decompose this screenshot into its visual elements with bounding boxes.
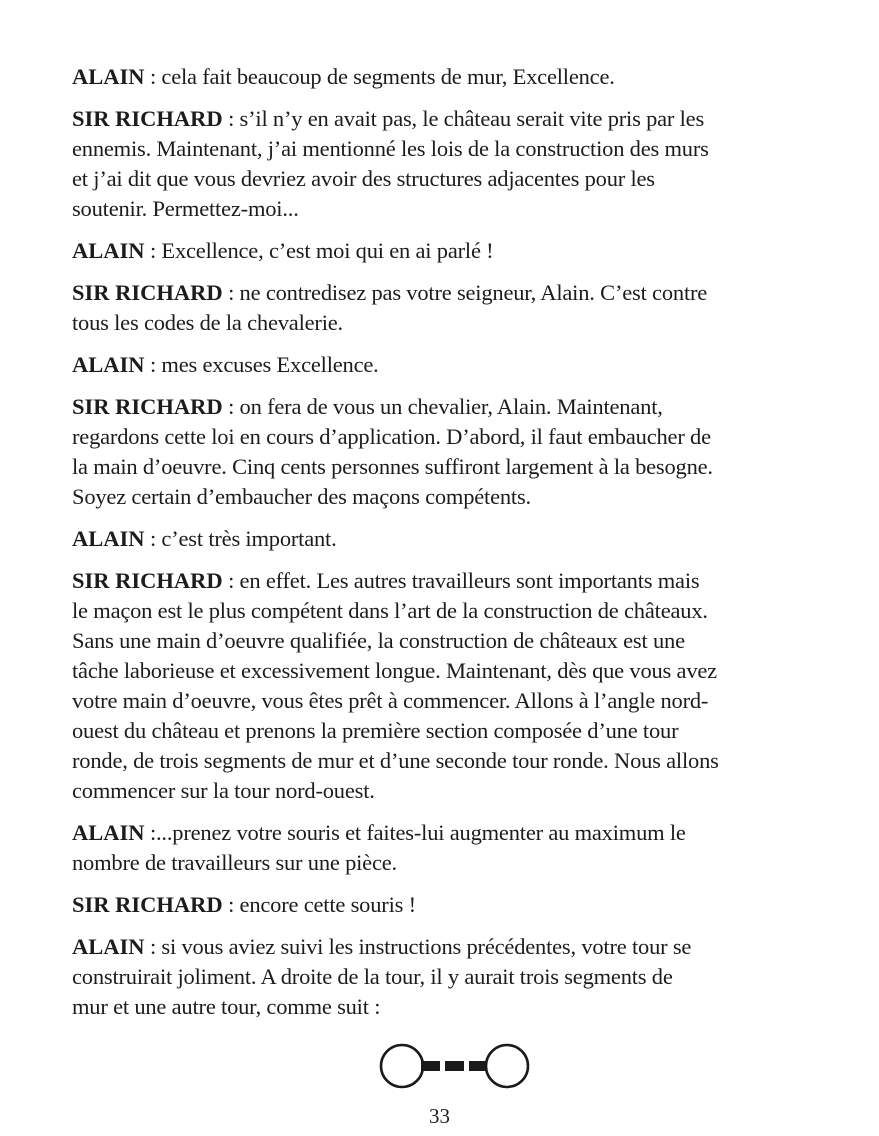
speaker-name: ALAIN [72, 238, 145, 263]
text-line [72, 566, 842, 596]
dialogue-text: le maçon est le plus compétent dans l’art de la construction de châteaux. [72, 598, 708, 623]
dialogue-text: : on fera de vous un chevalier, Alain. Maintenant, [222, 394, 663, 419]
dialogue-text: : c’est très important. [144, 526, 337, 551]
dialogue-paragraph [72, 62, 842, 92]
dialogue-paragraph [72, 566, 842, 806]
text-line [72, 890, 842, 920]
dialogue-text: soutenir. Permettez-moi... [72, 196, 299, 221]
dialogue-paragraph [72, 932, 842, 1022]
dialogue-text: tâche laborieuse et excessivement longue. Maintenant, dès que vous avez [72, 658, 717, 683]
dialogue-text: : Excellence, c’est moi qui en ai parlé ! [144, 238, 494, 263]
dialogue-paragraph [72, 890, 842, 920]
dialogue-text: ronde, de trois segments de mur et d’une seconde tour ronde. Nous allons [72, 748, 719, 773]
text-line [72, 350, 842, 380]
text-line [72, 932, 842, 962]
dialogue-paragraph [72, 350, 842, 380]
left-round-tower-icon [381, 1045, 423, 1087]
dialogue-text: : si vous aviez suivi les instructions précédentes, votre tour se [144, 934, 692, 959]
speaker-name: SIR RICHARD [72, 280, 223, 305]
dialogue-text: : cela fait beaucoup de segments de mur, Excellence. [144, 64, 615, 89]
dialogue-text: : mes excuses Excellence. [144, 352, 379, 377]
text-line [72, 104, 842, 134]
text-line [72, 278, 842, 308]
dialogue-text: commencer sur la tour nord-ouest. [72, 778, 375, 803]
speaker-name: ALAIN [72, 820, 145, 845]
dialogue-text: : en effet. Les autres travailleurs sont importants mais [222, 568, 700, 593]
speaker-name: ALAIN [72, 352, 145, 377]
dialogue-text: ennemis. Maintenant, j’ai mentionné les lois de la construction des murs [72, 136, 709, 161]
dialogue-text: Soyez certain d’embaucher des maçons compétents. [72, 484, 531, 509]
dialogue-text: la main d’oeuvre. Cinq cents personnes suffiront largement à la besogne. [72, 454, 713, 479]
speaker-name: ALAIN [72, 64, 145, 89]
dialogue-text: mur et une autre tour, comme suit : [72, 994, 381, 1019]
dialogue-text: : ne contredisez pas votre seigneur, Alain. C’est contre [222, 280, 708, 305]
text-line [72, 818, 842, 848]
text-line [72, 236, 842, 266]
right-round-tower-icon [486, 1045, 528, 1087]
speaker-name: ALAIN [72, 526, 145, 551]
speaker-name: SIR RICHARD [72, 892, 223, 917]
dialogue-text: votre main d’oeuvre, vous êtes prêt à commencer. Allons à l’angle nord- [72, 688, 709, 713]
dialogue-text: : encore cette souris ! [222, 892, 416, 917]
dialogue-paragraph [72, 392, 842, 512]
dialogue-text: regardons cette loi en cours d’application. D’abord, il faut embaucher de [72, 424, 711, 449]
speaker-name: SIR RICHARD [72, 106, 223, 131]
dialogue-text: : s’il n’y en avait pas, le château serait vite pris par les [222, 106, 705, 131]
dialogue-text: construirait joliment. A droite de la tour, il y aurait trois segments de [72, 964, 673, 989]
speaker-name: SIR RICHARD [72, 568, 223, 593]
tower-wall-diagram [378, 1040, 532, 1092]
dialogue-text: tous les codes de la chevalerie. [72, 310, 343, 335]
dialogue-paragraph [72, 818, 842, 878]
dialogue-text: Sans une main d’oeuvre qualifiée, la construction de châteaux est une [72, 628, 685, 653]
dialogue-text: ouest du château et prenons la première section composée d’une tour [72, 718, 679, 743]
wall-segments-icon [421, 1061, 488, 1071]
dialogue-text: nombre de travailleurs sur une pièce. [72, 850, 397, 875]
page-body [72, 62, 842, 1034]
text-line [72, 524, 842, 554]
dialogue-text: et j’ai dit que vous devriez avoir des structures adjacentes pour les [72, 166, 655, 191]
page-number: 33 [429, 1104, 450, 1128]
dialogue-paragraph [72, 278, 842, 338]
dialogue-paragraph [72, 236, 842, 266]
dialogue-text: :...prenez votre souris et faites-lui augmenter au maximum le [144, 820, 686, 845]
text-line [72, 62, 842, 92]
dialogue-paragraph [72, 524, 842, 554]
dialogue-paragraph [72, 104, 842, 224]
speaker-name: ALAIN [72, 934, 145, 959]
text-line [72, 392, 842, 422]
speaker-name: SIR RICHARD [72, 394, 223, 419]
